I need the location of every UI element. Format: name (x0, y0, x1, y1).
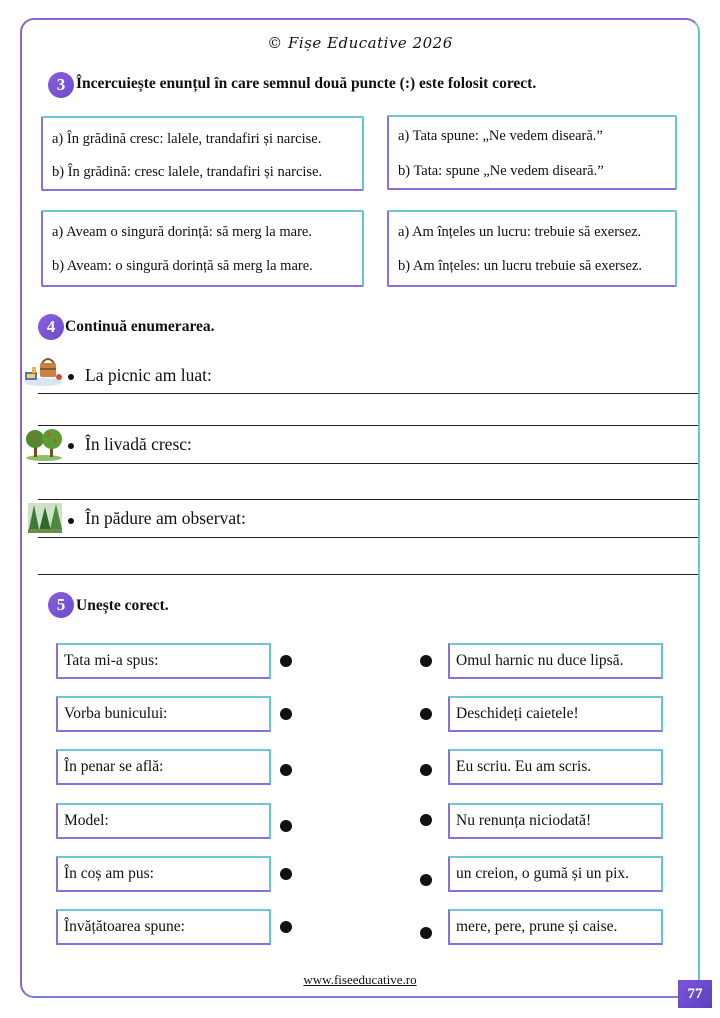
option-a[interactable]: a) În grădină cresc: lalele, trandafiri și narcise. (52, 131, 322, 147)
option-a[interactable]: a) Tata spune: „Ne vedem diseară.” (398, 128, 603, 144)
section-5-number-badge: 5 (48, 592, 74, 618)
writing-line[interactable] (38, 499, 698, 500)
match-right-dot[interactable] (420, 708, 432, 720)
match-right-dot[interactable] (420, 814, 432, 826)
match-right-dot[interactable] (420, 655, 432, 667)
section-5-title: Unește corect. (76, 597, 169, 614)
section-4-number-badge: 4 (38, 314, 64, 340)
match-left-dot[interactable] (280, 764, 292, 776)
option-box-1[interactable] (41, 116, 364, 191)
writing-line[interactable] (38, 574, 698, 575)
footer-website-link[interactable]: www.fiseeducative.ro (303, 972, 417, 987)
enum-item-label: În pădure am observat: (85, 508, 246, 528)
page-header-title: © Fișe Educative 2026 (267, 34, 453, 52)
option-box-2[interactable] (387, 115, 677, 190)
bullet (68, 518, 74, 524)
section-3-title: Încercuiește enunțul în care semnul două puncte (:) este folosit corect. (76, 75, 537, 92)
orchard-trees-icon (24, 426, 64, 462)
match-right-item[interactable]: Eu scriu. Eu am scris. (448, 749, 663, 785)
enum-item-label: La picnic am luat: (85, 365, 212, 385)
picnic-basket-icon (22, 355, 64, 387)
option-a[interactable]: a) Aveam o singură dorință: să merg la mare. (52, 224, 312, 240)
match-left-dot[interactable] (280, 820, 292, 832)
match-right-item[interactable]: mere, pere, prune și caise. (448, 909, 663, 945)
match-right-item[interactable]: un creion, o gumă și un pix. (448, 856, 663, 892)
match-right-dot[interactable] (420, 764, 432, 776)
option-b[interactable]: b) În grădină: cresc lalele, trandafiri și narcise. (52, 164, 323, 180)
writing-line[interactable] (38, 425, 698, 426)
writing-line[interactable] (38, 537, 698, 538)
match-left-dot[interactable] (280, 708, 292, 720)
match-left-item[interactable]: Vorba bunicului: (56, 696, 271, 732)
match-right-item[interactable]: Omul harnic nu duce lipsă. (448, 643, 663, 679)
option-box-4[interactable] (387, 210, 677, 287)
bullet (68, 374, 74, 380)
writing-line[interactable] (38, 463, 698, 464)
option-box-3[interactable] (41, 210, 364, 287)
match-right-dot[interactable] (420, 874, 432, 886)
match-left-dot[interactable] (280, 868, 292, 880)
match-left-dot[interactable] (280, 921, 292, 933)
section-3-number-badge: 3 (48, 72, 74, 98)
option-a[interactable]: a) Am înțeles un lucru: trebuie să exersez. (398, 224, 642, 240)
match-left-item[interactable]: În coș am pus: (56, 856, 271, 892)
writing-line[interactable] (38, 393, 698, 394)
match-left-item[interactable]: În penar se află: (56, 749, 271, 785)
match-left-item[interactable]: Învățătoarea spune: (56, 909, 271, 945)
match-right-item[interactable]: Nu renunța niciodată! (448, 803, 663, 839)
match-left-item[interactable]: Tata mi-a spus: (56, 643, 271, 679)
page-number: 77 (678, 980, 712, 1008)
match-left-dot[interactable] (280, 655, 292, 667)
section-4-title: Continuă enumerarea. (65, 318, 215, 335)
forest-icon (28, 503, 62, 533)
match-left-item[interactable]: Model: (56, 803, 271, 839)
match-right-item[interactable]: Deschideți caietele! (448, 696, 663, 732)
option-b[interactable]: b) Aveam: o singură dorință să merg la mare. (52, 258, 313, 274)
option-b[interactable]: b) Tata: spune „Ne vedem diseară.” (398, 163, 604, 179)
option-b[interactable]: b) Am înțeles: un lucru trebuie să exersez. (398, 258, 643, 274)
match-right-dot[interactable] (420, 927, 432, 939)
enum-item-label: În livadă cresc: (85, 434, 192, 454)
bullet (68, 443, 74, 449)
